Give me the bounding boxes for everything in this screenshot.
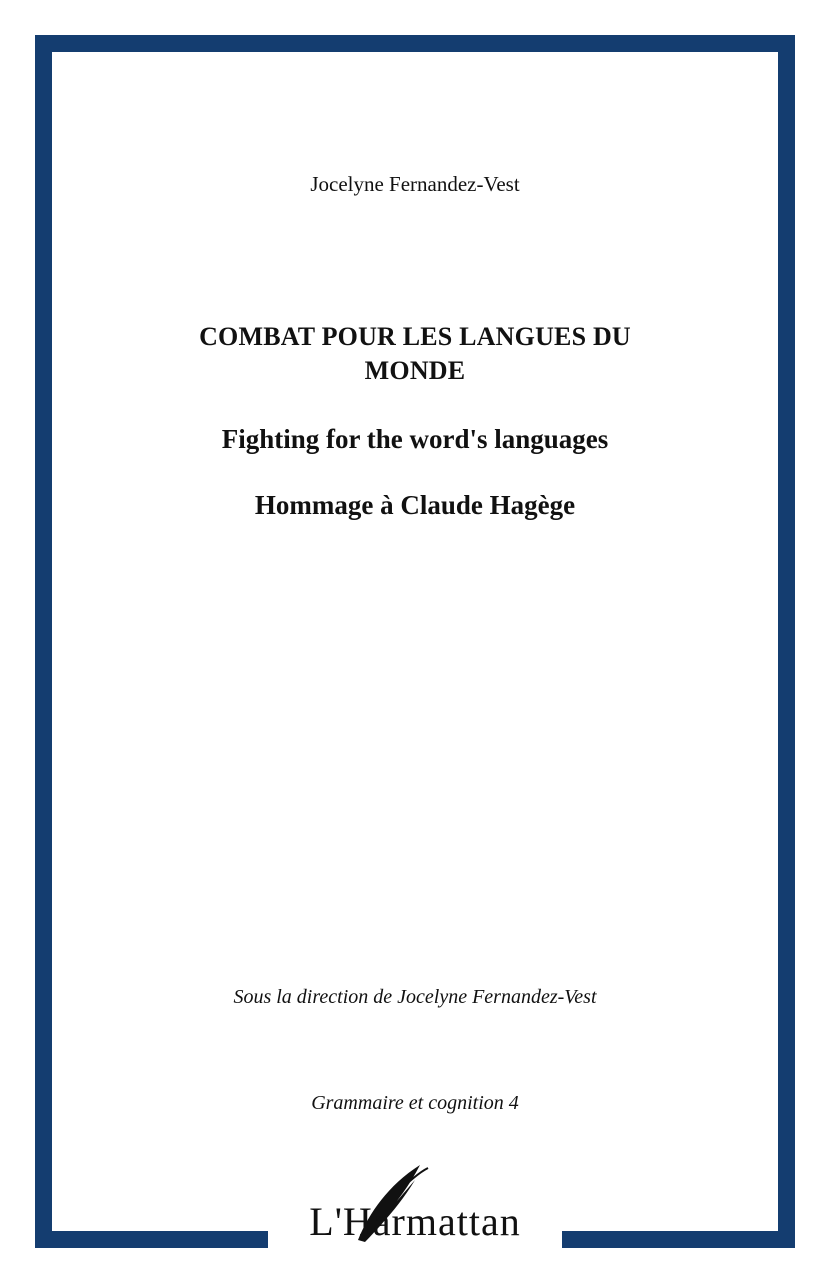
bottom-bar-right	[562, 1231, 795, 1248]
bottom-bar-left	[35, 1231, 268, 1248]
book-title: COMBAT POUR LES LANGUES DU MONDE	[199, 322, 631, 385]
editor-credit: Sous la direction de Jocelyne Fernandez-Vest	[233, 986, 597, 1008]
publisher-name: L'Harmattan	[309, 1199, 521, 1244]
author-name: Jocelyne Fernandez-Vest	[310, 172, 520, 196]
series-name: Grammaire et cognition 4	[311, 1092, 519, 1114]
cover-inner-panel	[52, 52, 778, 1248]
book-subtitle-hommage: Hommage à Claude Hagège	[254, 490, 576, 520]
book-subtitle-english: Fighting for the word's languages	[221, 424, 609, 454]
publisher-logo	[270, 1160, 560, 1260]
